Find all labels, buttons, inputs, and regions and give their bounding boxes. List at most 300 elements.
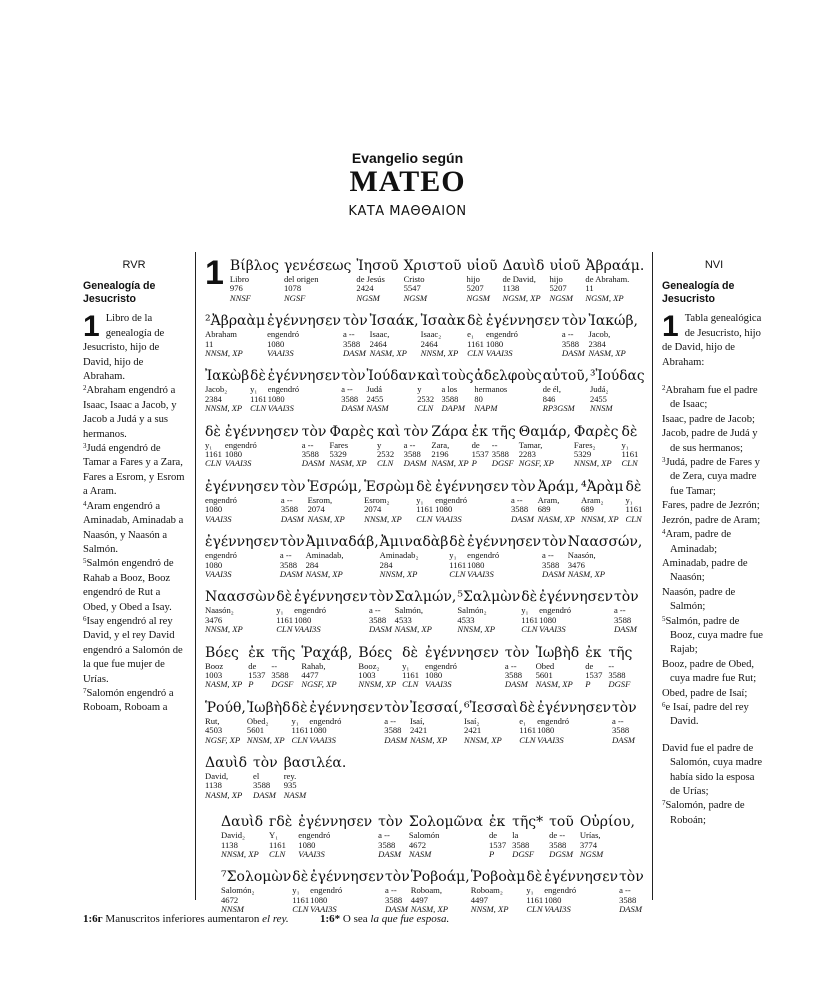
strong-number: 2283: [518, 449, 536, 460]
parsing-code: NNSM, XP: [364, 513, 402, 524]
parsing-code: NNSM, XP: [457, 624, 496, 635]
word-unit: [562, 313, 587, 358]
strong-number: 2196: [431, 449, 449, 460]
gloss: Libro: [229, 274, 250, 284]
word-unit: [271, 645, 295, 690]
greek-word: ⁷Σολομὼν: [221, 869, 292, 886]
word-unit: [205, 313, 265, 358]
parsing-code: DGSF: [608, 679, 631, 690]
gloss: Jacob,: [588, 329, 611, 340]
strong-number: 2384: [588, 338, 606, 349]
strong-number: 1080: [267, 338, 285, 349]
rvr-verse: [83, 312, 185, 384]
strong-number: 3588: [561, 338, 580, 349]
parsing-code: NNSM, XP: [221, 849, 259, 859]
rvr-verse: [83, 615, 185, 687]
nvi-verse: [662, 687, 766, 701]
verse-text: Aram engendró a Aminadab, Aminadab a Naasón, y Naasón a Salmón.: [83, 500, 184, 555]
interlinear-line: [205, 313, 645, 358]
word-unit: [267, 313, 341, 358]
gloss: e₁: [519, 715, 527, 726]
word-unit: [301, 645, 352, 690]
interlinear-chapter-number: 1: [205, 254, 224, 292]
greek-word: Σαλμών,: [394, 589, 457, 606]
greek-word: ἐγέννησεν: [224, 423, 299, 440]
word-unit: [205, 368, 249, 413]
parsing-code: VAAI3S: [267, 403, 294, 414]
rvr-verse: [83, 442, 185, 500]
parsing-code: VAAI3S: [467, 568, 494, 579]
greek-word: βασιλέα.: [283, 754, 347, 771]
gloss: de Jesús: [356, 274, 385, 284]
greek-word: ἐγέννησεν: [485, 313, 560, 330]
strong-number: 1161: [416, 504, 434, 515]
parsing-code: DASM: [280, 513, 304, 524]
parsing-code: DASM: [510, 513, 534, 524]
greek-word: τὸν: [561, 313, 587, 330]
gloss: y₁: [416, 494, 424, 505]
greek-word: ᴦδὲ: [269, 814, 293, 831]
interlinear-line: [205, 755, 645, 800]
gloss: engendró: [544, 885, 577, 896]
strong-number: 1161: [402, 669, 419, 680]
gloss: a --: [561, 329, 574, 340]
word-unit: [539, 589, 613, 634]
word-unit: [619, 869, 644, 914]
nvi-lead: [662, 312, 766, 370]
strong-number: 3588: [341, 393, 359, 404]
strong-number: 2384: [205, 393, 222, 404]
interlinear-line: [205, 869, 645, 914]
word-unit: [580, 814, 635, 859]
verse-text: Salmón engendró de Rahab a Booz, Booz engendró de Rut a Obed, y Obed a Isay.: [83, 558, 174, 613]
gloss: Isaac₂: [420, 329, 442, 340]
gloss: engendró: [539, 605, 572, 616]
greek-word: Ῥοβοὰμ: [470, 869, 526, 886]
parsing-code: NNSM, XP: [205, 624, 243, 635]
word-unit: [292, 700, 309, 745]
word-unit: [457, 589, 520, 634]
word-unit: [431, 424, 468, 469]
greek-word: τῆς*: [512, 814, 544, 831]
word-unit: [377, 424, 401, 469]
parsing-code: CLN: [205, 458, 222, 469]
verse-text: Salomón, padre de Roboán;: [665, 800, 745, 826]
interlinear-line: [205, 424, 645, 469]
gloss: Urías,: [579, 830, 601, 841]
greek-word: ἐγέννησεν: [539, 589, 613, 606]
greek-word: Ῥοβοάμ,: [410, 869, 470, 886]
parsing-code: NGSM: [579, 849, 604, 859]
word-unit: [308, 479, 363, 524]
gloss: y: [376, 439, 382, 450]
greek-word: τῆς: [271, 644, 296, 661]
strong-number: 4497: [410, 894, 428, 905]
gloss: a --: [280, 494, 293, 505]
strong-number: 1080: [298, 839, 316, 850]
greek-word: αὐτοῦ,: [542, 368, 589, 385]
parsing-code: CLN: [519, 734, 536, 745]
gloss: engendró: [435, 494, 468, 505]
strong-number: 1138: [205, 780, 222, 791]
verse-text: Naasón, padre de Salmón;: [662, 586, 736, 613]
word-unit: [253, 755, 278, 800]
word-unit: [366, 368, 416, 413]
word-unit: [549, 258, 580, 303]
gloss: el: [253, 770, 260, 781]
gloss: a --: [613, 605, 626, 616]
parsing-code: CLN: [292, 904, 309, 915]
nvi-section-heading: Genealogía de Jesucristo: [662, 280, 735, 306]
greek-word: τῆς: [608, 644, 633, 661]
greek-word: τὸν: [611, 699, 637, 716]
parsing-code: DASM: [385, 904, 408, 915]
strong-number: 1161: [205, 449, 222, 460]
parsing-code: NNSM, XP: [205, 403, 243, 414]
strong-number: 284: [379, 559, 393, 570]
nvi-verse: [662, 799, 766, 828]
strong-number: 3588: [342, 338, 361, 349]
rvr-column: [83, 258, 185, 716]
word-unit: [356, 258, 398, 303]
verse-number: 5: [662, 614, 666, 623]
word-unit: [511, 479, 536, 524]
parsing-code: CLN: [276, 624, 293, 635]
word-unit: [250, 368, 267, 413]
strong-number: 1080: [294, 614, 312, 625]
greek-word: Ἰωβὴδ: [246, 699, 291, 716]
rvr-verse: [83, 384, 185, 442]
parsing-code: CLN: [621, 458, 638, 469]
parsing-code: NASM, XP: [567, 568, 605, 579]
greek-word: τὸν: [378, 814, 403, 831]
strong-number: 1161: [526, 894, 544, 905]
interlinear-text: [205, 254, 645, 925]
parsing-code: NNSM, XP: [420, 348, 459, 359]
gloss: y₁: [449, 550, 457, 561]
greek-word: τὸν: [504, 644, 530, 661]
word-unit: [474, 368, 541, 413]
interlinear-line: [205, 700, 645, 745]
strong-number: 1080: [435, 504, 453, 515]
parsing-code: NGSM, XP: [585, 292, 624, 303]
rvr-label: RVR: [122, 259, 146, 271]
word-unit: [385, 869, 410, 914]
word-unit: [467, 534, 541, 579]
gloss: engendró: [205, 494, 237, 505]
parsing-code: VAAI3S: [267, 348, 294, 359]
nvi-chapter-number: 1: [662, 310, 679, 344]
parsing-code: CLN: [467, 348, 484, 359]
gloss: engendró: [298, 830, 331, 841]
strong-number: 2532: [417, 393, 435, 404]
word-unit: [512, 814, 543, 859]
greek-word: Δαυὶδ: [502, 258, 545, 274]
greek-word: Οὐρίου,: [579, 814, 635, 831]
verse-text: Obed, padre de Isaí;: [662, 687, 748, 699]
nvi-verse: [662, 528, 766, 557]
greek-word: τὸν: [619, 869, 644, 886]
verse-number: 2: [83, 384, 87, 393]
greek-word: Ἑσρώμ,: [307, 478, 363, 495]
word-unit: [306, 534, 379, 579]
strong-number: 2464: [420, 338, 438, 349]
parsing-code: CLN: [417, 403, 434, 414]
gloss: engendró: [205, 550, 237, 561]
strong-number: 1080: [309, 725, 327, 736]
gloss: de Abraham.: [585, 274, 630, 284]
gloss: Judá: [366, 384, 382, 395]
word-unit: [502, 258, 544, 303]
gloss: a --: [341, 384, 353, 395]
strong-number: 3588: [271, 669, 289, 680]
strong-number: 5207: [549, 283, 567, 294]
word-unit: [329, 424, 374, 469]
parsing-code: DGSF: [271, 679, 294, 690]
strong-number: 1003: [205, 669, 223, 680]
greek-word: δὲ: [519, 699, 536, 716]
greek-word: ⁴Ἀρὰμ: [580, 478, 624, 495]
gloss: Fares: [329, 439, 349, 450]
greek-word: ἐγέννησεν: [205, 478, 279, 495]
parsing-code: DASM: [613, 624, 637, 635]
gloss: a --: [542, 550, 554, 561]
gloss: y₁: [526, 885, 534, 896]
gloss: engendró: [309, 715, 342, 726]
greek-word: Φαρὲς: [329, 423, 374, 440]
gloss: y: [417, 384, 422, 395]
parsing-code: DASM: [301, 458, 325, 469]
greek-word: τὸν: [279, 534, 305, 551]
greek-word: δὲ: [621, 423, 638, 440]
strong-number: 3588: [504, 669, 523, 680]
gloss: Obed₂: [246, 715, 269, 726]
greek-word: Ἰακώβ,: [588, 313, 639, 330]
strong-number: 11: [205, 338, 214, 349]
strong-number: 2464: [369, 338, 387, 349]
word-unit: [269, 814, 292, 859]
verse-number: 3: [662, 456, 666, 465]
gloss: Aminadab₂: [379, 550, 419, 561]
parsing-code: NGSF, XP: [205, 734, 241, 745]
strong-number: 1080: [485, 338, 504, 349]
word-unit: [489, 814, 506, 859]
strong-number: 4497: [470, 894, 488, 905]
gloss: David₂: [221, 830, 245, 841]
parsing-code: DASM: [341, 403, 364, 414]
word-unit: [449, 534, 466, 579]
greek-word: τῆς: [491, 423, 516, 440]
strong-number: 3774: [579, 839, 597, 850]
parsing-code: CLN: [521, 624, 538, 635]
word-unit: [486, 313, 560, 358]
parsing-code: RP3GSM: [542, 403, 575, 414]
greek-word: τὸν: [253, 754, 278, 771]
greek-word: Ναασσών,: [567, 534, 643, 551]
verse-text: David fue el padre de Salomón, cuya madre había sido la esposa de Urías;: [662, 742, 763, 797]
gloss: engendró: [224, 439, 257, 450]
gloss: del origen: [283, 274, 319, 284]
word-unit: [542, 534, 567, 579]
gloss: engendró: [267, 329, 300, 340]
parsing-code: NASM, XP: [329, 458, 367, 469]
strong-number: 1080: [224, 449, 243, 460]
gloss: Zara,: [431, 439, 450, 450]
strong-number: 1537: [488, 839, 507, 850]
word-unit: [268, 368, 341, 413]
word-unit: [280, 534, 305, 579]
gloss: Booz₂: [358, 660, 380, 671]
greek-word: δὲ: [292, 869, 309, 886]
word-unit: [205, 645, 242, 690]
verse-text: Tabla genealógica de Jesucristo, hijo de David, hijo de Abraham:: [662, 313, 762, 368]
strong-number: 1080: [267, 393, 285, 404]
strong-number: 1078: [283, 283, 302, 294]
gloss: de: [471, 439, 480, 450]
greek-word: τὸν: [403, 423, 429, 440]
nvi-verse: [662, 514, 766, 528]
nvi-verse: [662, 658, 766, 687]
rvr-verses: [83, 312, 185, 715]
word-unit: [284, 258, 351, 303]
book-subtitle: Evangelio según: [351, 150, 464, 166]
nvi-verse: [662, 413, 766, 427]
parsing-code: VAAI3S: [485, 348, 513, 359]
greek-word: τὸν: [280, 478, 306, 495]
gloss: engendró: [267, 384, 300, 395]
greek-word: τὸν: [384, 699, 409, 716]
greek-word: τὸν: [542, 534, 567, 551]
greek-word: Χριστοῦ: [403, 258, 462, 274]
greek-word: ἐγέννησεν: [425, 644, 499, 661]
greek-word: Ἀμιναδάβ,: [305, 534, 379, 551]
gloss: de --: [549, 830, 566, 841]
word-unit: [225, 424, 299, 469]
gloss: hijo: [466, 274, 480, 284]
verse-text: Jacob, padre de Judá y de sus hermanos;: [662, 428, 758, 454]
parsing-code: CLN: [625, 513, 642, 524]
nvi-verse: [662, 615, 766, 658]
strong-number: 1080: [205, 559, 223, 570]
greek-word: Ἰσαὰκ: [420, 313, 466, 330]
parsing-code: VAAI3S: [544, 904, 571, 915]
parsing-code: NASM, XP: [205, 789, 243, 800]
strong-number: 1080: [544, 894, 562, 905]
greek-word: ἐγέννησεν: [435, 478, 509, 495]
word-unit: [590, 368, 645, 413]
parsing-code: NGSM: [549, 292, 573, 303]
greek-word: τοὺς: [441, 368, 474, 385]
greek-word: ἐκ: [248, 644, 265, 661]
strong-number: 284: [305, 559, 319, 570]
gloss: y₁: [402, 660, 410, 671]
parsing-code: DASM: [279, 568, 303, 579]
rvr-verse: [83, 500, 185, 558]
word-unit: [411, 869, 470, 914]
verse-number: 5: [83, 557, 87, 566]
strong-number: 2455: [589, 393, 607, 404]
parsing-code: DASM: [384, 734, 408, 745]
strong-number: 4533: [457, 614, 475, 625]
greek-word: ἐγέννησεν: [298, 814, 373, 831]
word-unit: [621, 424, 638, 469]
word-unit: [205, 700, 246, 745]
parsing-code: DGSM: [549, 849, 573, 859]
gloss: a --: [611, 715, 624, 726]
gloss: engendró: [310, 885, 343, 896]
gloss: a --: [301, 439, 314, 450]
parsing-code: NNSM, XP: [379, 568, 418, 579]
parsing-code: DAPM: [441, 403, 465, 414]
word-unit: [537, 700, 611, 745]
parsing-code: VAAI3S: [425, 679, 452, 690]
parsing-code: NNSM, XP: [358, 679, 397, 690]
greek-word: Ἰακὼβ: [205, 368, 250, 385]
parsing-code: NNSF: [229, 292, 251, 303]
strong-number: 1080: [205, 504, 223, 515]
nvi-label: NVI: [704, 259, 724, 271]
strong-number: 1161: [449, 559, 467, 570]
word-unit: [221, 869, 291, 914]
rvr-section-heading: Genealogía de Jesucristo: [83, 280, 156, 306]
right-column-rule: [652, 252, 653, 900]
strong-number: 3588: [611, 725, 630, 736]
gloss: Obed: [535, 660, 555, 671]
gloss: a --: [504, 660, 517, 671]
strong-number: 3588: [512, 839, 530, 850]
greek-word: Βόες: [358, 644, 393, 661]
verse-text: Judá engendró de Tamar a Fares y a Zara, Fares a Esrom, y Esrom a Aram.: [83, 443, 185, 498]
strong-number: 1138: [221, 839, 238, 850]
verse-text: Aram, padre de Aminadab;: [665, 529, 732, 555]
greek-word: ἐγέννησεν: [267, 313, 341, 330]
word-unit: [294, 589, 368, 634]
gloss: de: [248, 660, 257, 671]
parsing-code: VAAI3S: [309, 734, 336, 745]
parsing-code: NNSM, XP: [246, 734, 285, 745]
strong-number: 1080: [537, 725, 555, 736]
parsing-code: DGSF: [491, 458, 514, 469]
verse-number: 6: [662, 700, 666, 709]
word-unit: [581, 479, 624, 524]
strong-number: 3588: [384, 725, 402, 736]
parsing-code: NASM: [366, 403, 389, 414]
gloss: e₁: [467, 329, 474, 340]
interlinear-line: [205, 645, 645, 690]
gloss: engendró: [467, 550, 500, 561]
strong-number: 3588: [368, 614, 387, 625]
strong-number: 1003: [358, 669, 376, 680]
nvi-verse: [662, 701, 766, 730]
verse-number: 7: [662, 799, 666, 808]
word-unit: [589, 313, 638, 358]
interlinear-line: [205, 814, 645, 859]
gloss: Esrom,: [307, 494, 333, 505]
strong-number: 3588: [542, 559, 560, 570]
rvr-chapter-number: 1: [83, 310, 100, 344]
strong-number: 4672: [221, 894, 239, 905]
greek-word: ⁵Σαλμὼν: [457, 589, 521, 606]
strong-number: 3588: [378, 839, 396, 850]
gloss: Aminadab,: [305, 550, 344, 561]
verse-number: 3: [83, 442, 87, 451]
gloss: Naasón,: [567, 550, 596, 561]
nvi-verse: [662, 557, 766, 586]
gloss: Aram,: [537, 494, 560, 505]
word-unit: [464, 700, 518, 745]
greek-word: Ἰσαάκ,: [369, 313, 419, 330]
greek-word: δὲ: [250, 368, 266, 385]
